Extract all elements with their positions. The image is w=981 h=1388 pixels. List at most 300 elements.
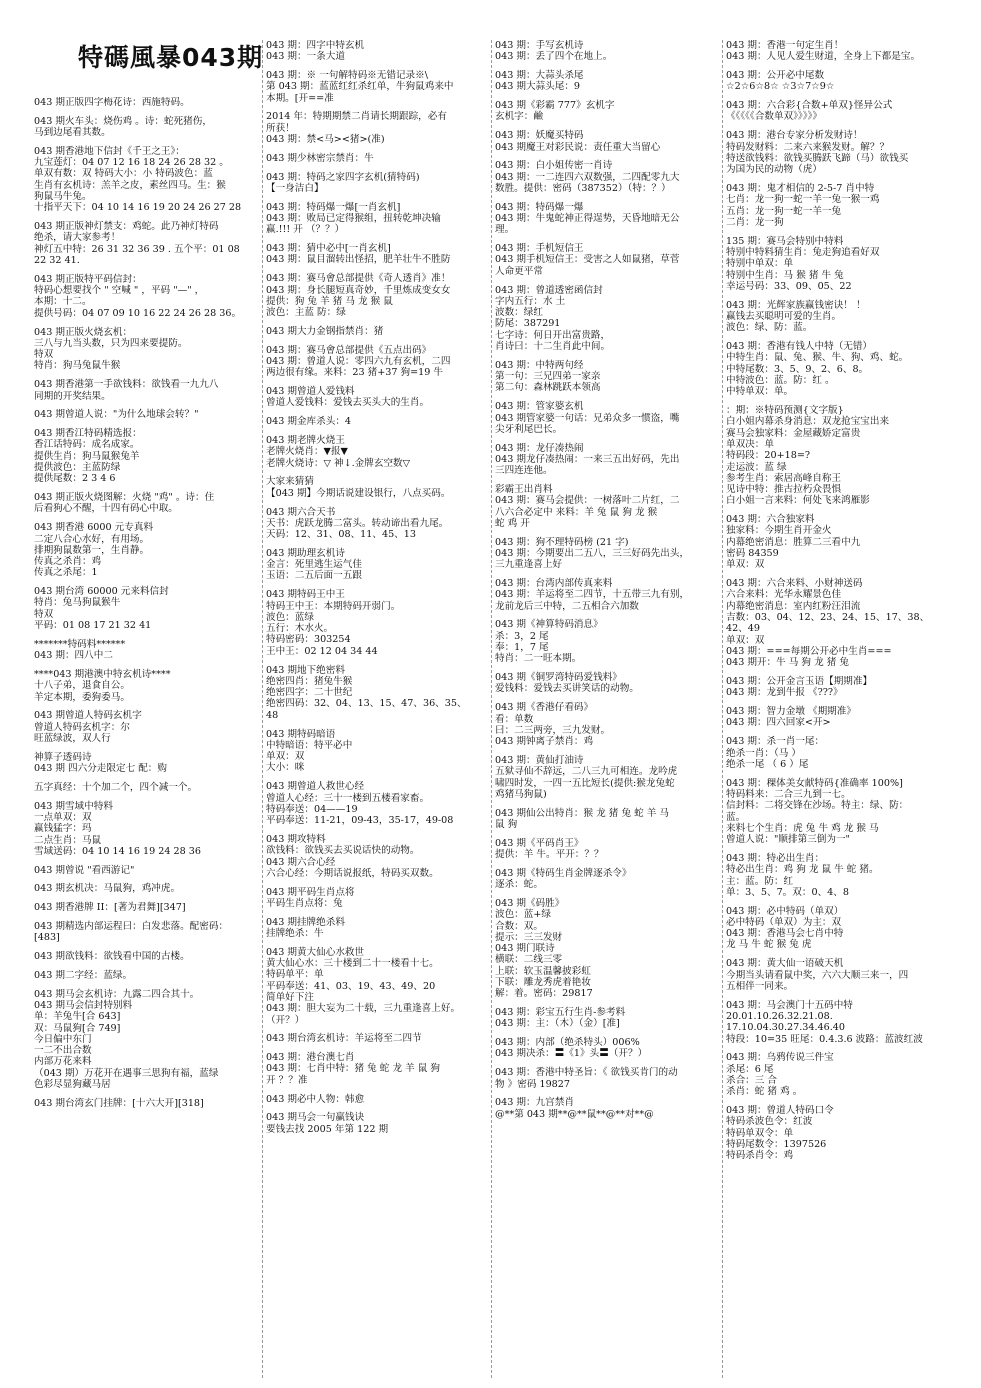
text-line: 特码发财料：二来六来猴发财。解？？: [726, 141, 890, 153]
text-block: [34, 97, 256, 108]
text-line: 特码段：20+18=?: [726, 450, 811, 462]
text-block: [495, 702, 719, 747]
text-line: 043 期：===每期公开必中生肖===: [726, 645, 892, 657]
text-line: 043 期：白小姐传密一肖诗: [495, 160, 613, 172]
text-line: 043 期黄大仙心水救世: [266, 946, 365, 958]
text-line: 理。: [495, 224, 515, 236]
text-line: 单双：双: [726, 559, 765, 571]
text-block: [495, 100, 719, 123]
text-line: 043 期《码胜》: [495, 897, 565, 909]
text-line: 中特单双：单。: [726, 386, 794, 398]
text-line: 043 期：香港一句定生肖！: [726, 40, 844, 51]
text-block: [726, 405, 952, 507]
text-line: 赢.!!! 开 （？？）: [266, 224, 345, 236]
text-line: 043 期助理玄机诗: [266, 547, 345, 559]
text-block: [34, 146, 256, 214]
text-block: [34, 586, 256, 631]
text-line: 欲钱料：欲钱买去买说话快的动物。: [266, 845, 420, 857]
text-line: 波色：绿、防：蓝。: [726, 322, 813, 334]
text-line: 排期狗鼠数第一，生肖静。: [34, 544, 150, 556]
text-line: 043 期欲钱料：欲钱看中国的古楼。: [34, 951, 190, 963]
text-line: 043 期：羊运将至二四节，十五带三九有别，: [495, 589, 690, 601]
text-line: 神灯五中特：26 31 32 36 39 . 五个平：01 08: [34, 243, 240, 255]
text-line: 043 期：丢了四个在地上。: [495, 51, 613, 63]
text-block: [34, 951, 256, 962]
text-block: [266, 729, 488, 774]
text-block: [495, 808, 719, 831]
text-line: 一点单双：双: [34, 811, 92, 823]
text-block: [726, 736, 952, 770]
text-line: 043 期：九宫禁肖: [495, 1097, 574, 1109]
text-line: 雪域送码：04 10 14 16 19 24 28 36: [34, 845, 201, 857]
text-line: 本期：十二。: [34, 296, 92, 308]
text-line: 单双：双: [266, 751, 305, 763]
text-block: [266, 111, 488, 145]
text-line: 玄机字：鹼: [495, 111, 543, 123]
text-line: 043 期《彩霸 777》玄机字: [495, 100, 615, 112]
text-line: 043 期台湾玄机诗：羊运将至二四节: [266, 1033, 422, 1045]
text-line: 043 期：马会澳门十五码中特: [726, 999, 853, 1011]
text-block: [495, 401, 719, 435]
text-line: 043 期：鼠目溜转出怪招，肥羊壮牛不胜防: [266, 254, 451, 266]
text-line: 043 期：七肖中特：猪 兔 蛇 龙 羊 鼠 狗: [266, 1063, 440, 1075]
text-line: 蛇 鸡 开: [495, 517, 530, 529]
text-line: 043 期魔王对彩民说：责任重大当留心: [495, 141, 661, 153]
text-line: （开？）: [266, 1014, 305, 1026]
text-line: 特码心想要找个 " 空喊 " ，平码 "—" ，: [34, 285, 205, 297]
text-line: 043 期：赛马會总部提供《奇人透肖》准！: [266, 273, 451, 285]
text-line: 特码单双令：单: [726, 1127, 794, 1139]
text-block: [495, 1007, 719, 1030]
text-line: 043 期龙仔凑热闹：一来三五出好码，先出: [495, 453, 680, 465]
text-line: 043 期：特码爆一爆[一肖玄机]: [266, 201, 401, 213]
text-line: @**第 043 期**@**鼠**@**对**@: [495, 1108, 654, 1120]
text-block: [726, 300, 952, 334]
text-line: 043 期：曾道人说：零四六九有玄机，二四: [266, 356, 451, 368]
text-block: [266, 589, 488, 657]
text-block: [726, 958, 952, 992]
text-line: 鼠 狗: [495, 818, 518, 830]
text-line: 043 期正版特平码信封：: [34, 273, 142, 285]
text-line: 杀：3，2 尾: [495, 630, 549, 642]
text-line: 043 期：香港中特圣旨：《 欲钱买肯门的动: [495, 1067, 678, 1079]
text-block: [495, 443, 719, 477]
text-line: 特码料来：二合三九到一七。: [726, 788, 851, 800]
text-block: [34, 801, 256, 857]
text-block: [266, 665, 488, 721]
text-block: [266, 243, 488, 266]
text-block: [726, 906, 952, 951]
text-line: 见诗中特：推古拉朽众畏惧: [726, 484, 842, 496]
text-line: 单双：双: [726, 634, 765, 646]
column-3: [491, 40, 719, 1378]
text-block: [34, 492, 256, 515]
text-line: 043 期：赛马會总部提供《五点出码》: [266, 344, 432, 356]
text-line: 必中特码（单双）为主：双: [726, 916, 842, 928]
text-line: 神算子透码诗: [34, 751, 92, 763]
text-block: [726, 578, 952, 668]
text-block: [266, 947, 488, 1026]
text-line: 043 期：四六回家<开>: [726, 717, 831, 729]
text-line: 提供波色：主蓝防绿: [34, 462, 121, 474]
text-line: 043 期：港台澳七肖: [266, 1052, 355, 1064]
text-block: [726, 1000, 952, 1045]
text-line: 043 期香港第一手欲钱料：欲钱看一九九八: [34, 379, 219, 391]
text-line: 爱钱料：爱钱去买讲笑话的动物。: [495, 683, 639, 695]
text-block: [495, 1037, 719, 1060]
text-block: [266, 416, 488, 427]
text-line: 色彩尽显狗藏马居: [34, 1079, 111, 1091]
text-line: 内幕绝密消息：胜算二三看中九: [726, 536, 861, 548]
text-line: 两边很有缘。来料：23 猪+37 狗=19 牛: [266, 367, 443, 379]
text-block: [266, 435, 488, 469]
text-line: 波色：蓝+绿: [495, 909, 552, 921]
text-line: 平码生肖点将：兔: [266, 897, 343, 909]
text-line: 043 期曾说 "看西游记": [34, 864, 135, 876]
text-line: 特码奉送：04——19: [266, 803, 358, 815]
text-line: 白小姐内幕杀身消息：双龙抢宝宝出来: [726, 416, 890, 428]
text-line: 043 期台湾玄门挂牌：[十六大开][318]: [34, 1097, 204, 1109]
text-line: 狗鼠马牛兔。: [34, 191, 92, 203]
text-line: 特别中生肖：马 猴 猪 牛 兔: [726, 269, 844, 281]
text-line: 二点生肖：马鼠: [34, 834, 102, 846]
text-line: 曾道人说："顺排第三倒为一": [726, 834, 850, 846]
text-line: 《《《《《合数单双》》》》》: [726, 111, 822, 123]
text-line: ☆2☆6☆8☆ ☆3☆7☆9☆: [726, 81, 835, 93]
text-line: 043 期：香港马会七肖中特: [726, 928, 844, 940]
text-line: 特码杀波色令：红波: [726, 1116, 813, 1128]
text-line: 三九重逢喜上好: [495, 559, 563, 571]
text-block: [34, 428, 256, 484]
text-line: 043 期金库杀头：4: [266, 416, 352, 428]
text-block: [266, 548, 488, 582]
text-block: [34, 752, 256, 775]
text-line: 043 期：公开必中尾数: [726, 70, 825, 82]
text-line: 135 期：赛马会特别中特料: [726, 235, 844, 247]
text-line: 043 期：曾道人特码口令: [726, 1105, 834, 1117]
column-4: [722, 40, 952, 1378]
text-line: 043 期特码王中王: [266, 589, 345, 601]
text-line: 三八与九当头数，只为四来要提防。: [34, 337, 188, 349]
text-line: 043 期曾道人特码玄机字: [34, 710, 142, 722]
text-line: 48: [266, 709, 279, 721]
text-block: [726, 70, 952, 93]
text-line: 提供：狗 兔 羊 猪 马 龙 猴 鼠: [266, 295, 393, 307]
text-line: 20.01.10.26.32.21.08.: [726, 1010, 833, 1022]
text-block: [266, 70, 488, 104]
text-line: 043 期：四字中特玄机: [266, 40, 365, 51]
text-block: [726, 1052, 952, 1097]
text-line: 043 期：败局已定得猴组，扭转乾坤决输: [266, 213, 441, 225]
text-line: 043 期：彩宝五行生肖-参考料: [495, 1007, 626, 1019]
text-line: 简单好下注: [266, 991, 314, 1003]
text-line: 043 期挂牌绝杀料: [266, 916, 345, 928]
text-line: 提供生肖：狗马鼠猴兔羊: [34, 450, 140, 462]
text-block: [34, 327, 256, 372]
text-line: 玉语：二五后面一五跟: [266, 570, 362, 582]
text-line: 043 期：禁<马><猪>(准): [266, 134, 385, 146]
text-block: [266, 1112, 488, 1135]
text-line: 波色：主蓝 防：绿: [266, 307, 346, 319]
text-block: [726, 183, 952, 228]
text-block: [726, 514, 952, 570]
text-line: 043 期：胆大妄为二十载，三九重逢喜上好。: [266, 1003, 461, 1015]
text-line: 龙前龙后三中特，二五相合六加数: [495, 600, 639, 612]
text-block: [266, 887, 488, 910]
text-line: 043 期：黄仙打油诗: [495, 754, 584, 766]
text-line: 17.10.04.30.27.34.46.40: [726, 1022, 846, 1034]
text-block: [495, 484, 719, 529]
text-block: [495, 619, 719, 664]
text-block: [34, 409, 256, 420]
text-line: 传真之杀肖：鸡: [34, 556, 102, 568]
text-line: 043 期：台湾内部传真来料: [495, 578, 613, 590]
text-line: *******特码料******: [34, 638, 126, 650]
text-block: [34, 379, 256, 402]
text-line: 平码奉送：11-21，09-43，35-17，49-08: [266, 815, 454, 827]
text-line: 七字诗：何日开出富贵路，: [495, 329, 611, 341]
text-line: 043 期：黄大仙一语破天机: [726, 958, 844, 970]
text-block: [495, 868, 719, 891]
text-line: 提供号码：04 07 09 10 16 22 24 26 28 36。: [34, 307, 242, 319]
text-line: 043 期管家婆一句话：兄弟众多一惯盗，嘴: [495, 412, 680, 424]
text-block: [726, 341, 952, 397]
text-line: （043 期）万花开在遇事三思狗有福，蓝绿: [34, 1067, 219, 1079]
text-line: [483]: [34, 932, 60, 944]
text-block: [266, 917, 488, 940]
text-line: 043 期：中特两句经: [495, 359, 584, 371]
text-line: 走运波：蓝 绿: [726, 461, 787, 473]
text-line: 大家来猜猜: [266, 476, 314, 488]
text-line: 043 期：身长腿短真奇妙，千里炼成变女女: [266, 284, 451, 296]
text-block: [726, 1105, 952, 1161]
text-line: 逐杀：蛇。: [495, 879, 543, 891]
text-line: 043 期正版火烧玄机：: [34, 326, 133, 338]
text-line: 曰：二三两旁，三九发财。: [495, 724, 611, 736]
column-2: [262, 40, 488, 1378]
text-line: 第 043 期：蓝蓝红红杀红单，牛狗鼠鸡来中: [266, 81, 454, 93]
text-line: 字内五行：水 土: [495, 295, 566, 307]
text-line: 特别中单双：单: [726, 258, 794, 270]
text-line: 马到边尾看其数。: [34, 127, 111, 139]
text-line: 043 期：大蒜头杀尾: [495, 70, 584, 82]
text-line: 提示：三三发财: [495, 931, 563, 943]
text-line: 043 期少林密宗禁肖：牛: [266, 152, 374, 164]
text-line: 一二不出合数: [34, 1045, 92, 1057]
text-line: 蓝。: [726, 811, 746, 823]
text-line: 043 期：一二连四六双数强，二四配零九大: [495, 171, 680, 183]
text-line: 金言：死里逃生运气佳: [266, 559, 362, 571]
text-line: 043 期：赛马会提供：一树落叶二片红，二: [495, 495, 680, 507]
text-line: 043 期：龙到牛报 《???》: [726, 687, 843, 699]
text-line: 043 期曾道人说："为什么地球会转？": [34, 409, 199, 421]
text-line: 赢钱猛字：玛: [34, 823, 92, 835]
text-line: 同期的开奖结果。: [34, 390, 111, 402]
text-line: 独家料：今期生肖开金火: [726, 525, 832, 537]
text-line: 杀尾：6 尾: [726, 1063, 774, 1075]
text-block: [495, 672, 719, 695]
text-line: 单双有数：双 特码大小：小 特码波色：蓝: [34, 168, 213, 180]
text-block: [726, 100, 952, 123]
text-line: 043 期正版四字梅花诗：西施特码。: [34, 97, 190, 108]
text-block: [266, 40, 488, 63]
text-line: 中特生肖：鼠、兔、猴、牛、狗、鸡、蛇。: [726, 352, 909, 364]
text-block: [34, 116, 256, 139]
text-block: [726, 40, 952, 63]
text-block: [34, 865, 256, 876]
text-line: 信封料：二将交锋在沙场。特主：绿、防：: [726, 800, 909, 812]
text-line: 043 期：特码爆一爆: [495, 201, 584, 213]
text-line: 043 期：管家婆玄机: [495, 401, 584, 413]
text-line: 天书：虎跃龙腾二富头。转动谛出看九尾。: [266, 517, 449, 529]
text-line: 043 期：杀一肖一尾：: [726, 736, 825, 748]
text-block: [726, 236, 952, 292]
text-line: 六合来料：光华永耀景色佳: [726, 589, 842, 601]
text-line: 单双决：单: [726, 438, 774, 450]
text-line: 二肖：龙一狗: [726, 216, 784, 228]
text-line: 043 期：公开金言玉语【期期准】: [726, 676, 873, 688]
text-line: 大小：咪: [266, 762, 305, 774]
text-line: 22 32 41.: [34, 255, 80, 267]
text-line: 043 期马会信封特别料: [34, 1000, 133, 1011]
text-line: 043 期大力金钢指禁肖：猪: [266, 325, 384, 337]
text-line: 密码 84359: [726, 548, 779, 560]
text-block: [495, 537, 719, 571]
text-line: 绝密四字：二十世纪: [266, 687, 353, 699]
text-line: 043 期：手写玄机诗: [495, 40, 584, 51]
text-line: 043 期：妖魔买特码: [495, 130, 584, 142]
text-line: 043 期香江特码精选报：: [34, 428, 142, 440]
text-line: 旺蓝绿波，双人行: [34, 732, 111, 744]
text-line: 043 期老牌火烧王: [266, 435, 345, 447]
text-line: 开 ？？准: [266, 1074, 308, 1086]
text-line: 香江话特码：成名成家。: [34, 439, 140, 451]
text-block: [495, 898, 719, 1000]
text-block: [495, 360, 719, 394]
text-line: 所获！: [266, 122, 295, 134]
text-line: 五行：木水火。: [266, 623, 334, 635]
text-line: 043 期正版神灯禁支：鸡蛇。此乃神灯特码: [34, 221, 219, 233]
text-line: 肖诗曰：十二生肖此中间。: [495, 341, 611, 353]
text-line: 特双: [34, 608, 54, 620]
text-line: 六合心经：今期话说报纸，特码买双数。: [266, 867, 439, 879]
text-line: 特码尾数令：1397526: [726, 1138, 827, 1150]
text-line: 043 期雪域中特料: [34, 800, 113, 812]
text-line: 043 期曾道人爱钱料: [266, 386, 355, 398]
text-block: [34, 221, 256, 266]
text-line: 五狱寻仙不辞远，二八三九可相连。龙吟虎: [495, 766, 678, 778]
text-line: 2014 年：特期期禁二肖请长期跟踪，必有: [266, 111, 447, 123]
text-line: 五肖：龙一狗一蛇一羊一兔: [726, 205, 842, 217]
text-line: 参考生肖：索居高峰自称王: [726, 472, 842, 484]
text-block: [266, 326, 488, 337]
text-line: 特必出生肖：鸡 狗 龙 鼠 牛 蛇 猪。: [726, 864, 879, 876]
text-line: 043 期：四八中二: [34, 650, 113, 662]
text-block: [34, 883, 256, 894]
text-line: 中特尾数：3、5、9、2、6、8。: [726, 363, 869, 375]
text-line: 043 期：六合来料、小财神送码: [726, 578, 863, 590]
text-block: [34, 522, 256, 578]
text-line: 提供尾数：2 3 4 6: [34, 473, 116, 485]
text-line: 下联：雕龙秀虎着艳妆: [495, 976, 591, 988]
text-line: 043 期：鬼才相信的 2-5-7 肖中特: [726, 182, 875, 194]
text-line: 啸四时发，一四一五比短长(提供:猴龙兔蛇: [495, 777, 675, 789]
text-line: 043 期：※ 一句解特码※无错记录※\: [266, 70, 428, 82]
text-line: 043 期香港 6000 元专真料: [34, 522, 154, 534]
text-block: [495, 1067, 719, 1090]
text-line: 曾道人特码玄机字：尔: [34, 721, 130, 733]
text-line: 龙 马 牛 蛇 猴 兔 虎: [726, 939, 812, 951]
text-line: 043 期平码生肖点将: [266, 886, 355, 898]
text-line: 平码：01 08 17 21 32 41: [34, 620, 152, 632]
text-block: [266, 153, 488, 164]
text-line: 第二句：森林跳跃本领高: [495, 382, 601, 394]
text-block: [34, 989, 256, 1091]
text-line: 特送欲钱料：欲钱买腾跃飞蹄（马）欲钱买: [726, 152, 909, 164]
text-line: 043 期：龙仔凑热闹: [495, 442, 584, 454]
text-line: 上联：软玉温馨披彩虹: [495, 965, 591, 977]
text-line: 043 期玄机决：马鼠狗，鸡冲虎。: [34, 883, 181, 895]
text-line: 特别中特料猜生肖：兔走狗追看好双: [726, 246, 880, 258]
text-line: 特段：10=35 旺尾：0.4.3.6 波路：蓝波红波: [726, 1033, 923, 1045]
text-line: 看：单数: [495, 713, 534, 725]
text-line: 鸡猪马狗鼠): [495, 788, 547, 800]
text-block: [495, 40, 719, 63]
text-line: 043 期：牛鬼蛇神正得逞势，天昏地暗无公: [495, 213, 680, 225]
text-line: ****043 期港澳中特玄机诗****: [34, 668, 171, 680]
text-line: 043 期 四六分走限定七 配：购: [34, 763, 167, 775]
text-line: 043 期：曾道透密函信封: [495, 284, 603, 296]
text-line: 043 期《神算特码消息》: [495, 619, 603, 631]
text-block: [34, 639, 256, 662]
text-line: 数胜。提供：密码（387352）（特：？）: [495, 182, 671, 194]
text-block: [266, 476, 488, 499]
text-line: 波数：绿红: [495, 307, 543, 319]
text-block: [726, 130, 952, 175]
text-line: 为国为民的动物（虎）: [726, 164, 822, 176]
text-line: 白小姐一言来料：何处飞来鸿雁影: [726, 495, 870, 507]
text-line: 42、49: [726, 623, 761, 635]
text-line: 主：蓝。防：红: [726, 875, 794, 887]
text-line: 王中王：02 12 04 34 44: [266, 645, 378, 657]
text-block: [726, 778, 952, 846]
text-line: 双：马鼠狗[合 749]: [34, 1022, 121, 1034]
text-line: 赢钱去买聪明可爱的生肖。: [726, 310, 842, 322]
text-line: 本期。[开==准: [266, 92, 334, 104]
text-line: 043 期香港牌 II：[著为君舞][347]: [34, 902, 186, 914]
text-line: 中特波色：蓝。防：红 。: [726, 374, 835, 386]
text-line: 043 期：今期要出二五八，三三好码先出头，: [495, 547, 690, 559]
text-line: 合数：双。: [495, 920, 543, 932]
text-line: 十指平天下：04 10 14 16 19 20 24 26 27 28: [34, 202, 242, 214]
text-line: 特码密码：303254: [266, 634, 351, 646]
text-line: 043 期《铜罗湾特码爱钱料》: [495, 672, 622, 684]
text-block: [266, 1094, 488, 1105]
text-block: [34, 1098, 256, 1109]
text-block: [34, 921, 256, 944]
text-line: 第一句：三兄四弟一家亲: [495, 371, 601, 383]
text-line: 043 期曾道人救世心经: [266, 781, 365, 793]
text-line: 043 期必中人物：韩愈: [266, 1093, 365, 1105]
text-line: 内部万花来料: [34, 1056, 92, 1068]
text-line: 043 期：光辉家族赢钱密诀！ ！: [726, 299, 866, 311]
text-line: 提供：羊 牛。平开：？？: [495, 849, 604, 861]
text-line: 尖牙利尾巴长。: [495, 423, 563, 435]
text-line: 043 期马会玄机诗：九露二四合其十。: [34, 988, 200, 1000]
text-line: 绝杀，请大家参考！: [34, 232, 121, 244]
text-line: 要钱去找 2005 年第 122 期: [266, 1123, 389, 1135]
text-line: 043 期二字经：蓝绿。: [34, 969, 133, 981]
